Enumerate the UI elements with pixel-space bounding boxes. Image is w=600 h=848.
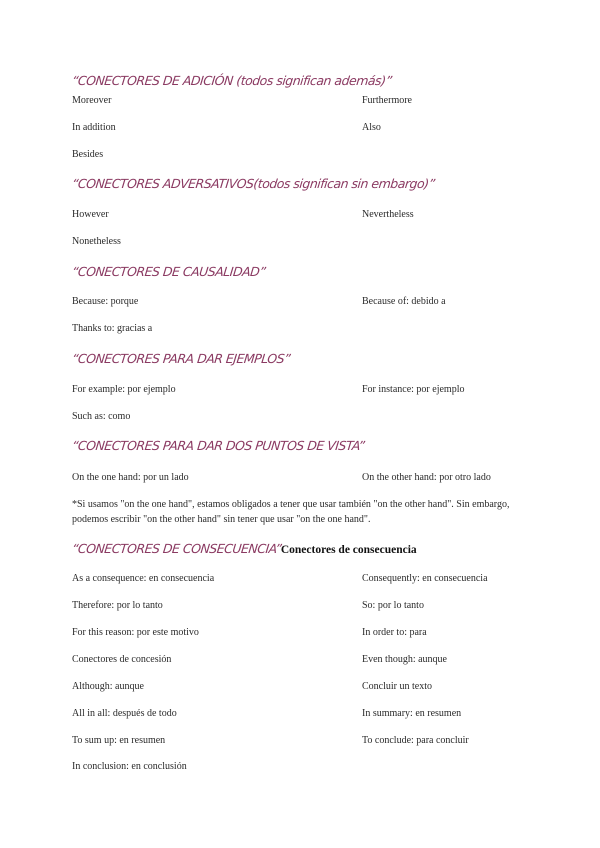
item-besides: Besides	[72, 149, 104, 160]
item-one-hand: On the one hand: por un lado	[72, 472, 189, 483]
item-nonetheless: Nonetheless	[72, 236, 121, 247]
item-as-a-consequence: As a consequence: en consecuencia	[72, 573, 215, 584]
item-however: However	[72, 209, 109, 220]
item-also: Also	[362, 122, 381, 133]
item-although: Although: aunque	[72, 681, 144, 692]
item-for-instance: For instance: por ejemplo	[362, 384, 465, 395]
item-in-addition: In addition	[72, 122, 116, 133]
heading-consecuencia	[71, 541, 418, 556]
item-to-sum-up: To sum up: en resumen	[72, 735, 166, 746]
note-one-hand: *Si usamos "on the one hand", estamos obligados a tener que usar también "on the other hand". Sin embargo, podemos escribir "on the other hand" sin tener que usar "on the one hand".	[72, 499, 510, 525]
heading-adicion: “CONECTORES DE ADICIÓN (todos significan además)”	[71, 73, 393, 88]
item-other-hand: On the other hand: por otro lado	[362, 472, 491, 483]
item-for-example: For example: por ejemplo	[72, 384, 176, 395]
item-all-in-all: All in all: después de todo	[72, 708, 177, 719]
item-moreover: Moreover	[72, 95, 112, 106]
item-in-order-to: In order to: para	[362, 627, 427, 638]
item-for-this-reason: For this reason: por este motivo	[72, 627, 199, 638]
item-because: Because: porque	[72, 296, 139, 307]
heading-ejemplos: “CONECTORES PARA DAR EJEMPLOS”	[71, 351, 291, 366]
inline-title-consecuencia: Conectores de consecuencia	[280, 544, 417, 556]
item-furthermore: Furthermore	[362, 95, 412, 106]
item-because-of: Because of: debido a	[362, 296, 446, 307]
item-concluir-texto: Concluir un texto	[362, 681, 432, 692]
heading-consecuencia-text: “CONECTORES DE CONSECUENCIA”	[71, 541, 282, 556]
item-thanks-to: Thanks to: gracias a	[72, 323, 153, 334]
heading-causalidad: “CONECTORES DE CAUSALIDAD”	[71, 264, 267, 279]
heading-puntos-de-vista: “CONECTORES PARA DAR DOS PUNTOS DE VISTA”	[71, 438, 366, 453]
item-in-conclusion: In conclusion: en conclusión	[72, 761, 187, 772]
item-so: So: por lo tanto	[362, 600, 424, 611]
item-conectores-concesion: Conectores de concesión	[72, 654, 172, 665]
item-even-though: Even though: aunque	[362, 654, 447, 665]
item-in-summary: In summary: en resumen	[362, 708, 462, 719]
item-consequently: Consequently: en consecuencia	[362, 573, 488, 584]
item-such-as: Such as: como	[72, 411, 131, 422]
heading-adversativos: “CONECTORES ADVERSATIVOS(todos significan sin embargo)”	[71, 176, 436, 191]
item-therefore: Therefore: por lo tanto	[72, 600, 163, 611]
item-to-conclude: To conclude: para concluir	[362, 735, 469, 746]
item-nevertheless: Nevertheless	[362, 209, 414, 220]
